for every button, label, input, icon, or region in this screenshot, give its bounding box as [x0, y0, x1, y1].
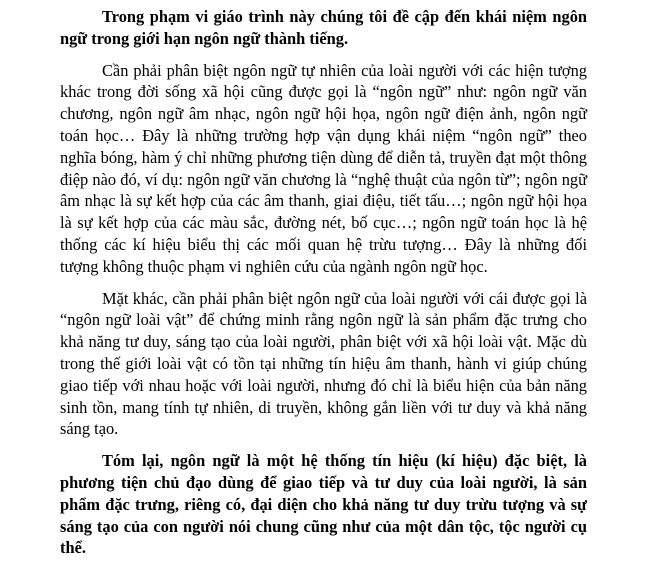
- paragraph-natural-language: Cần phải phân biệt ngôn ngữ tự nhiên của loài người với các hiện tượng khác trong đời sống xã hội cũng được gọi là “ngôn ngữ” như: ngôn ngữ văn chương, ngôn ngữ âm nhạc, ngôn ngữ hội họa, ngôn ngữ điện ảnh, ngôn ngữ toán học… Đây là những trường hợp vận dụng khái niệm “ngôn ngữ” theo nghĩa bóng, hàm ý chỉ những phương tiện dùng để diễn tả, truyền đạt một thông điệp nào đó, ví dụ: ngôn ngữ văn chương là “nghệ thuật của ngôn từ”; ngôn ngữ âm nhạc là sự kết hợp của các âm thanh, giai điệu, tiết tấu…; ngôn ngữ hội họa là sự kết hợp của các màu sắc, đường nét, bố cục…; ngôn ngữ toán học là hệ thống các kí hiệu biểu thị các mối quan hệ trừu tượng… Đây là những đối tượng không thuộc phạm vi nghiên cứu của ngành ngôn ngữ học.: [60, 60, 587, 276]
- paragraph-summary-bold: Tóm lại, ngôn ngữ là một hệ thống tín hiệu (kí hiệu) đặc biệt, là phương tiện chủ đạo dùng để giao tiếp và tư duy của loài người, là sản phẩm đặc trưng, riêng có, đại diện cho khả năng tư duy trừu tượng và sự sáng tạo của con người nói chung cũng như của một dân tộc, tộc người cụ thể.: [60, 451, 587, 558]
- paragraph-animal-language: Mặt khác, cần phải phân biệt ngôn ngữ của loài người với cái được gọi là “ngôn ngữ loài vật” để chứng minh rằng ngôn ngữ là sản phẩm đặc trưng cho khả năng tư duy, sáng tạo của loài người, phân biệt với xã hội loài vật. Mặc dù trong thế giới loài vật có tồn tại những tín hiệu âm thanh, hành vi giúp chúng giao tiếp với nhau hoặc với loài người, nhưng đó chỉ là biểu hiện của bản năng sinh tồn, mang tính tự nhiên, di truyền, không gắn liền với tư duy và khả năng sáng tạo.: [60, 288, 587, 439]
- paragraph-intro-bold: Trong phạm vi giáo trình này chúng tôi đề cập đến khái niệm ngôn ngữ trong giới hạn ngôn ngữ thành tiếng.: [60, 7, 587, 48]
